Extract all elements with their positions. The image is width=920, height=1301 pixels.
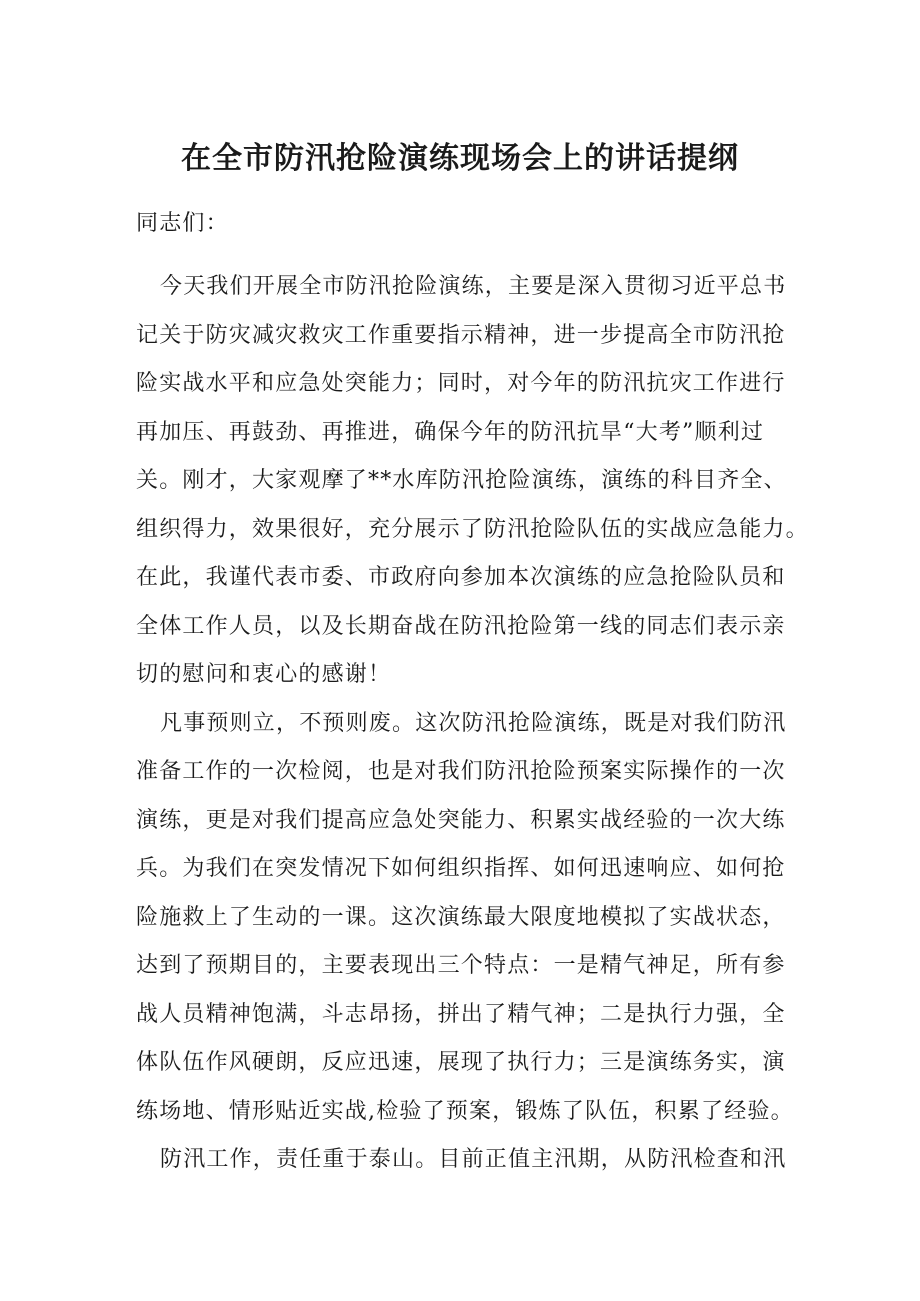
text-line: 演练，更是对我们提高应急处突能力、积累实战经验的一次大练 xyxy=(136,807,786,833)
text-line: 险实战水平和应急处突能力；同时，对今年的防汛抗灾工作进行 xyxy=(136,371,786,396)
text-line: 全体工作人员，以及长期奋战在防汛抢险第一线的同志们表示亲 xyxy=(136,613,786,639)
salutation: 同志们： xyxy=(136,211,229,236)
text-line: 战人员精神饱满，斗志昂扬，拼出了精气神；二是执行力强，全 xyxy=(136,1001,786,1027)
text-line: 达到了预期目的，主要表现出三个特点：一是精气神足，所有参 xyxy=(136,953,786,978)
text-line: 兵。为我们在突发情况下如何组织指挥、如何迅速响应、如何抢 xyxy=(136,856,786,881)
text-line: 体队伍作风硬朗，反应迅速，展现了执行力；三是演练务实，演 xyxy=(136,1050,786,1075)
text-line: 准备工作的一次检阅，也是对我们防汛抢险预案实际操作的一次 xyxy=(136,759,786,784)
body-paragraphs xyxy=(136,263,809,1185)
text-line: 关。刚才，大家观摩了**水库防汛抢险演练，演练的科目齐全、 xyxy=(136,468,787,493)
text-line: 再加压、再鼓劲、再推进，确保今年的防汛抗旱“大考”顺利过 xyxy=(136,419,765,445)
text-line: 险施救上了生动的一课。这次演练最大限度地模拟了实战状态， xyxy=(136,904,786,930)
text-line: 切的慰问和衷心的感谢！ xyxy=(136,662,392,687)
text-line: 练场地、情形贴近实战,检验了预案，锻炼了队伍，积累了经验。 xyxy=(136,1098,794,1124)
text-line: 凡事预则立，不预则废。这次防汛抢险演练，既是对我们防汛 xyxy=(160,710,787,736)
text-line: 记关于防灾减灾救灾工作重要指示精神，进一步提高全市防汛抢 xyxy=(136,322,786,348)
text-line: 防汛工作，责任重于泰山。目前正值主汛期，从防汛检查和汛 xyxy=(160,1147,787,1172)
text-line: 今天我们开展全市防汛抢险演练，主要是深入贯彻习近平总书 xyxy=(160,274,787,299)
document-title: 在全市防汛抢险演练现场会上的讲话提纲 xyxy=(181,141,739,176)
text-line: 组织得力，效果很好，充分展示了防汛抢险队伍的实战应急能力。 xyxy=(136,516,809,542)
text-line: 在此，我谨代表市委、市政府向参加本次演练的应急抢险队员和 xyxy=(136,565,786,590)
